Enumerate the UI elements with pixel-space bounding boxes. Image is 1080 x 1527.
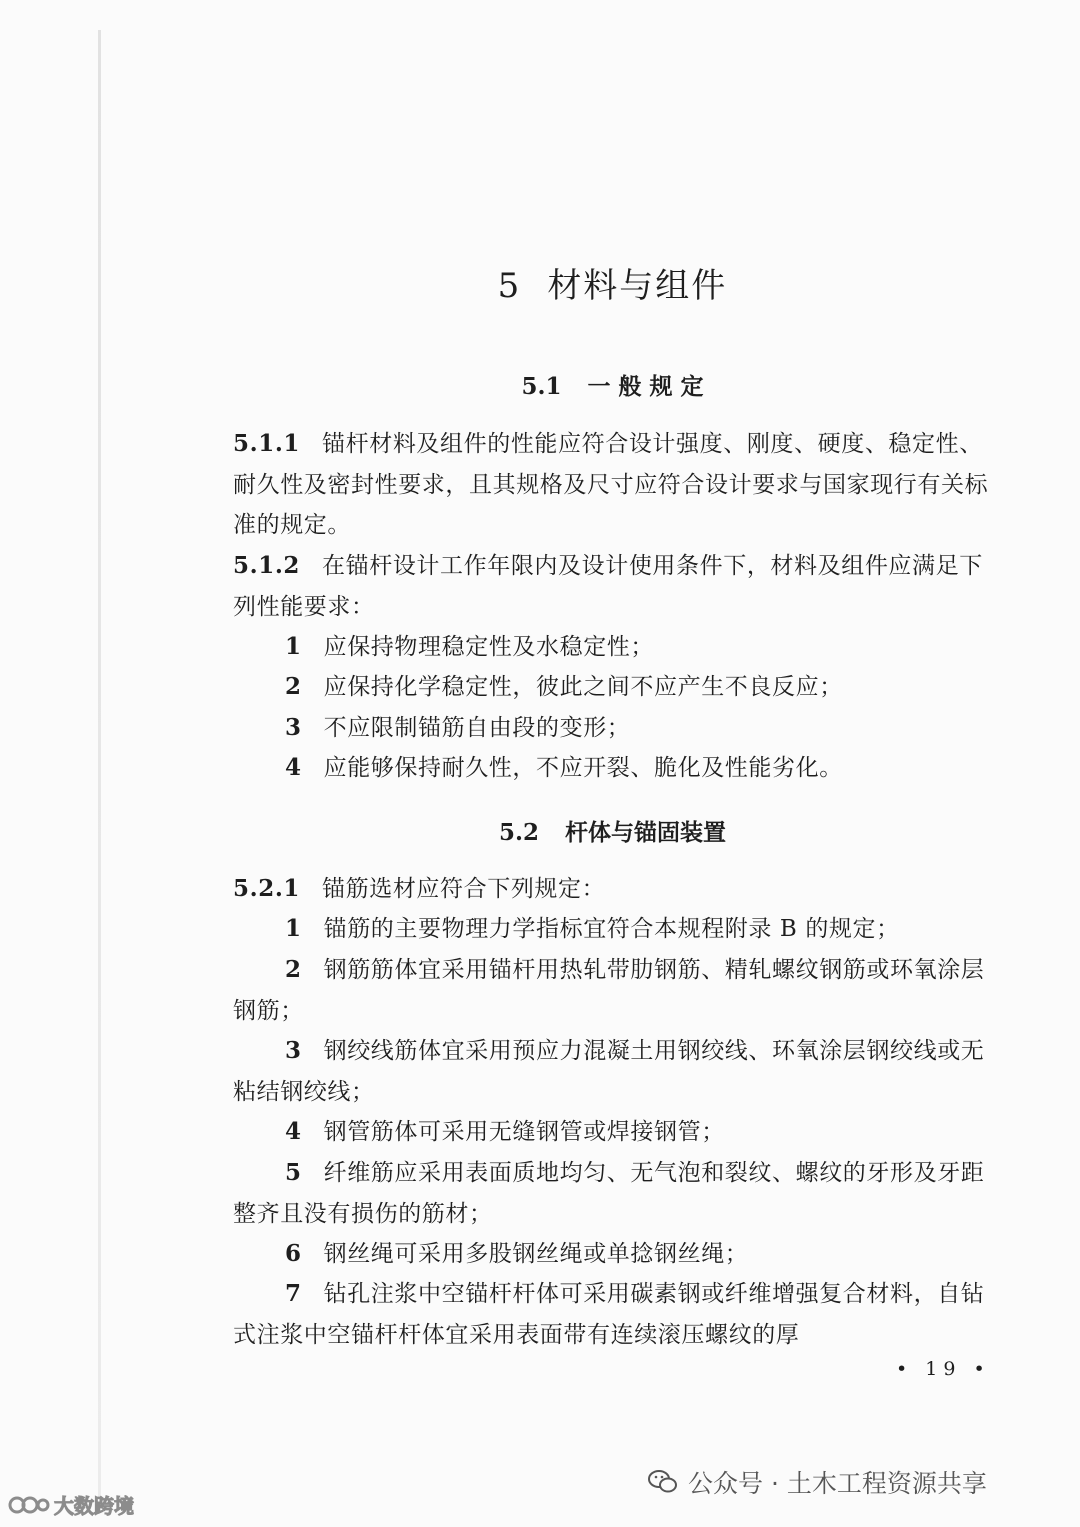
list-item: [233, 667, 993, 708]
item-text: 钢绞线筋体宜采用预应力混凝土用钢绞线、环氧涂层钢绞线或无粘结钢绞线；: [233, 1038, 985, 1105]
clause-text: 锚杆材料及组件的性能应符合设计强度、刚度、硬度、稳定性、耐久性及密封性要求，且其规格及尺寸应符合设计要求与国家现行有关标准的规定。: [233, 431, 989, 538]
item-text: 锚筋的主要物理力学指标宜符合本规程附录 B 的规定；: [323, 916, 900, 942]
brand-logo-icon: [8, 1492, 50, 1518]
item-number: 2: [285, 673, 302, 700]
chapter-title-text: 材料与组件: [547, 266, 728, 306]
section-title-text: 杆体与锚固装置: [565, 819, 726, 846]
list-item: [233, 909, 993, 950]
list-item: [233, 1274, 993, 1355]
item-text: 纤维筋应采用表面质地均匀、无气泡和裂纹、螺纹的牙形及牙距整齐且没有损伤的筋材；: [233, 1160, 985, 1227]
list-item: [233, 1234, 993, 1275]
list-item: [233, 1031, 993, 1112]
item-number: 7: [285, 1280, 302, 1307]
wechat-watermark: [648, 1464, 987, 1500]
clause-text: 在锚杆设计工作年限内及设计使用条件下，材料及组件应满足下列性能要求：: [233, 553, 983, 620]
clause-number: 5.1.1: [233, 430, 301, 457]
list-item: [233, 748, 993, 789]
list-item: [233, 1153, 993, 1234]
item-number: 1: [285, 915, 302, 942]
item-text: 应保持化学稳定性，彼此之间不应产生不良反应；: [323, 674, 843, 700]
section-title-text: 一 般 规 定: [587, 373, 704, 400]
item-number: 2: [285, 956, 302, 983]
chapter-title: [0, 258, 1080, 307]
clause-5-2-1: [233, 869, 993, 910]
item-number: 4: [285, 754, 302, 781]
brand-watermark: [8, 1490, 134, 1519]
list-item: [233, 708, 993, 749]
section-title-5-2: [0, 814, 1080, 847]
item-number: 4: [285, 1118, 302, 1145]
section-title-5-1: [0, 368, 1080, 401]
list-item: [233, 950, 993, 1031]
list-item: [233, 627, 993, 668]
binding-edge: [98, 30, 101, 1500]
item-text: 应能够保持耐久性，不应开裂、脆化及性能劣化。: [323, 755, 843, 781]
item-text: 应保持物理稳定性及水稳定性；: [323, 634, 655, 660]
clause-5-1-1: [233, 424, 993, 546]
item-text: 钢筋筋体宜采用锚杆用热轧带肋钢筋、精轧螺纹钢筋或环氧涂层钢筋；: [233, 957, 985, 1024]
item-text: 钢丝绳可采用多股钢丝绳或单捻钢丝绳；: [323, 1241, 749, 1267]
item-text: 不应限制锚筋自由段的变形；: [323, 715, 631, 741]
clause-5-1-2: [233, 546, 993, 627]
item-number: 6: [285, 1240, 302, 1267]
clause-number: 5.1.2: [233, 552, 301, 579]
item-number: 1: [285, 633, 302, 660]
wechat-icon: [648, 1469, 678, 1495]
brand-watermark-text: 大数跨境: [54, 1494, 134, 1518]
chapter-number: 5: [497, 266, 522, 306]
section-number: 5.2: [498, 819, 539, 846]
item-number: 3: [285, 714, 302, 741]
wechat-watermark-text: 公众号 · 土木工程资源共享: [688, 1469, 987, 1498]
item-text: 钻孔注浆中空锚杆杆体可采用碳素钢或纤维增强复合材料，自钻式注浆中空锚杆杆体宜采用表面带有连续滚压螺纹的厚: [233, 1281, 985, 1348]
item-text: 钢管筋体可采用无缝钢管或焊接钢管；: [323, 1119, 725, 1145]
page-number: • 19 •: [896, 1358, 991, 1380]
item-number: 5: [285, 1159, 302, 1186]
clause-number: 5.2.1: [233, 875, 301, 902]
list-item: [233, 1112, 993, 1153]
item-number: 3: [285, 1037, 302, 1064]
clause-text: 锚筋选材应符合下列规定：: [322, 876, 606, 902]
section-number: 5.1: [521, 373, 562, 400]
